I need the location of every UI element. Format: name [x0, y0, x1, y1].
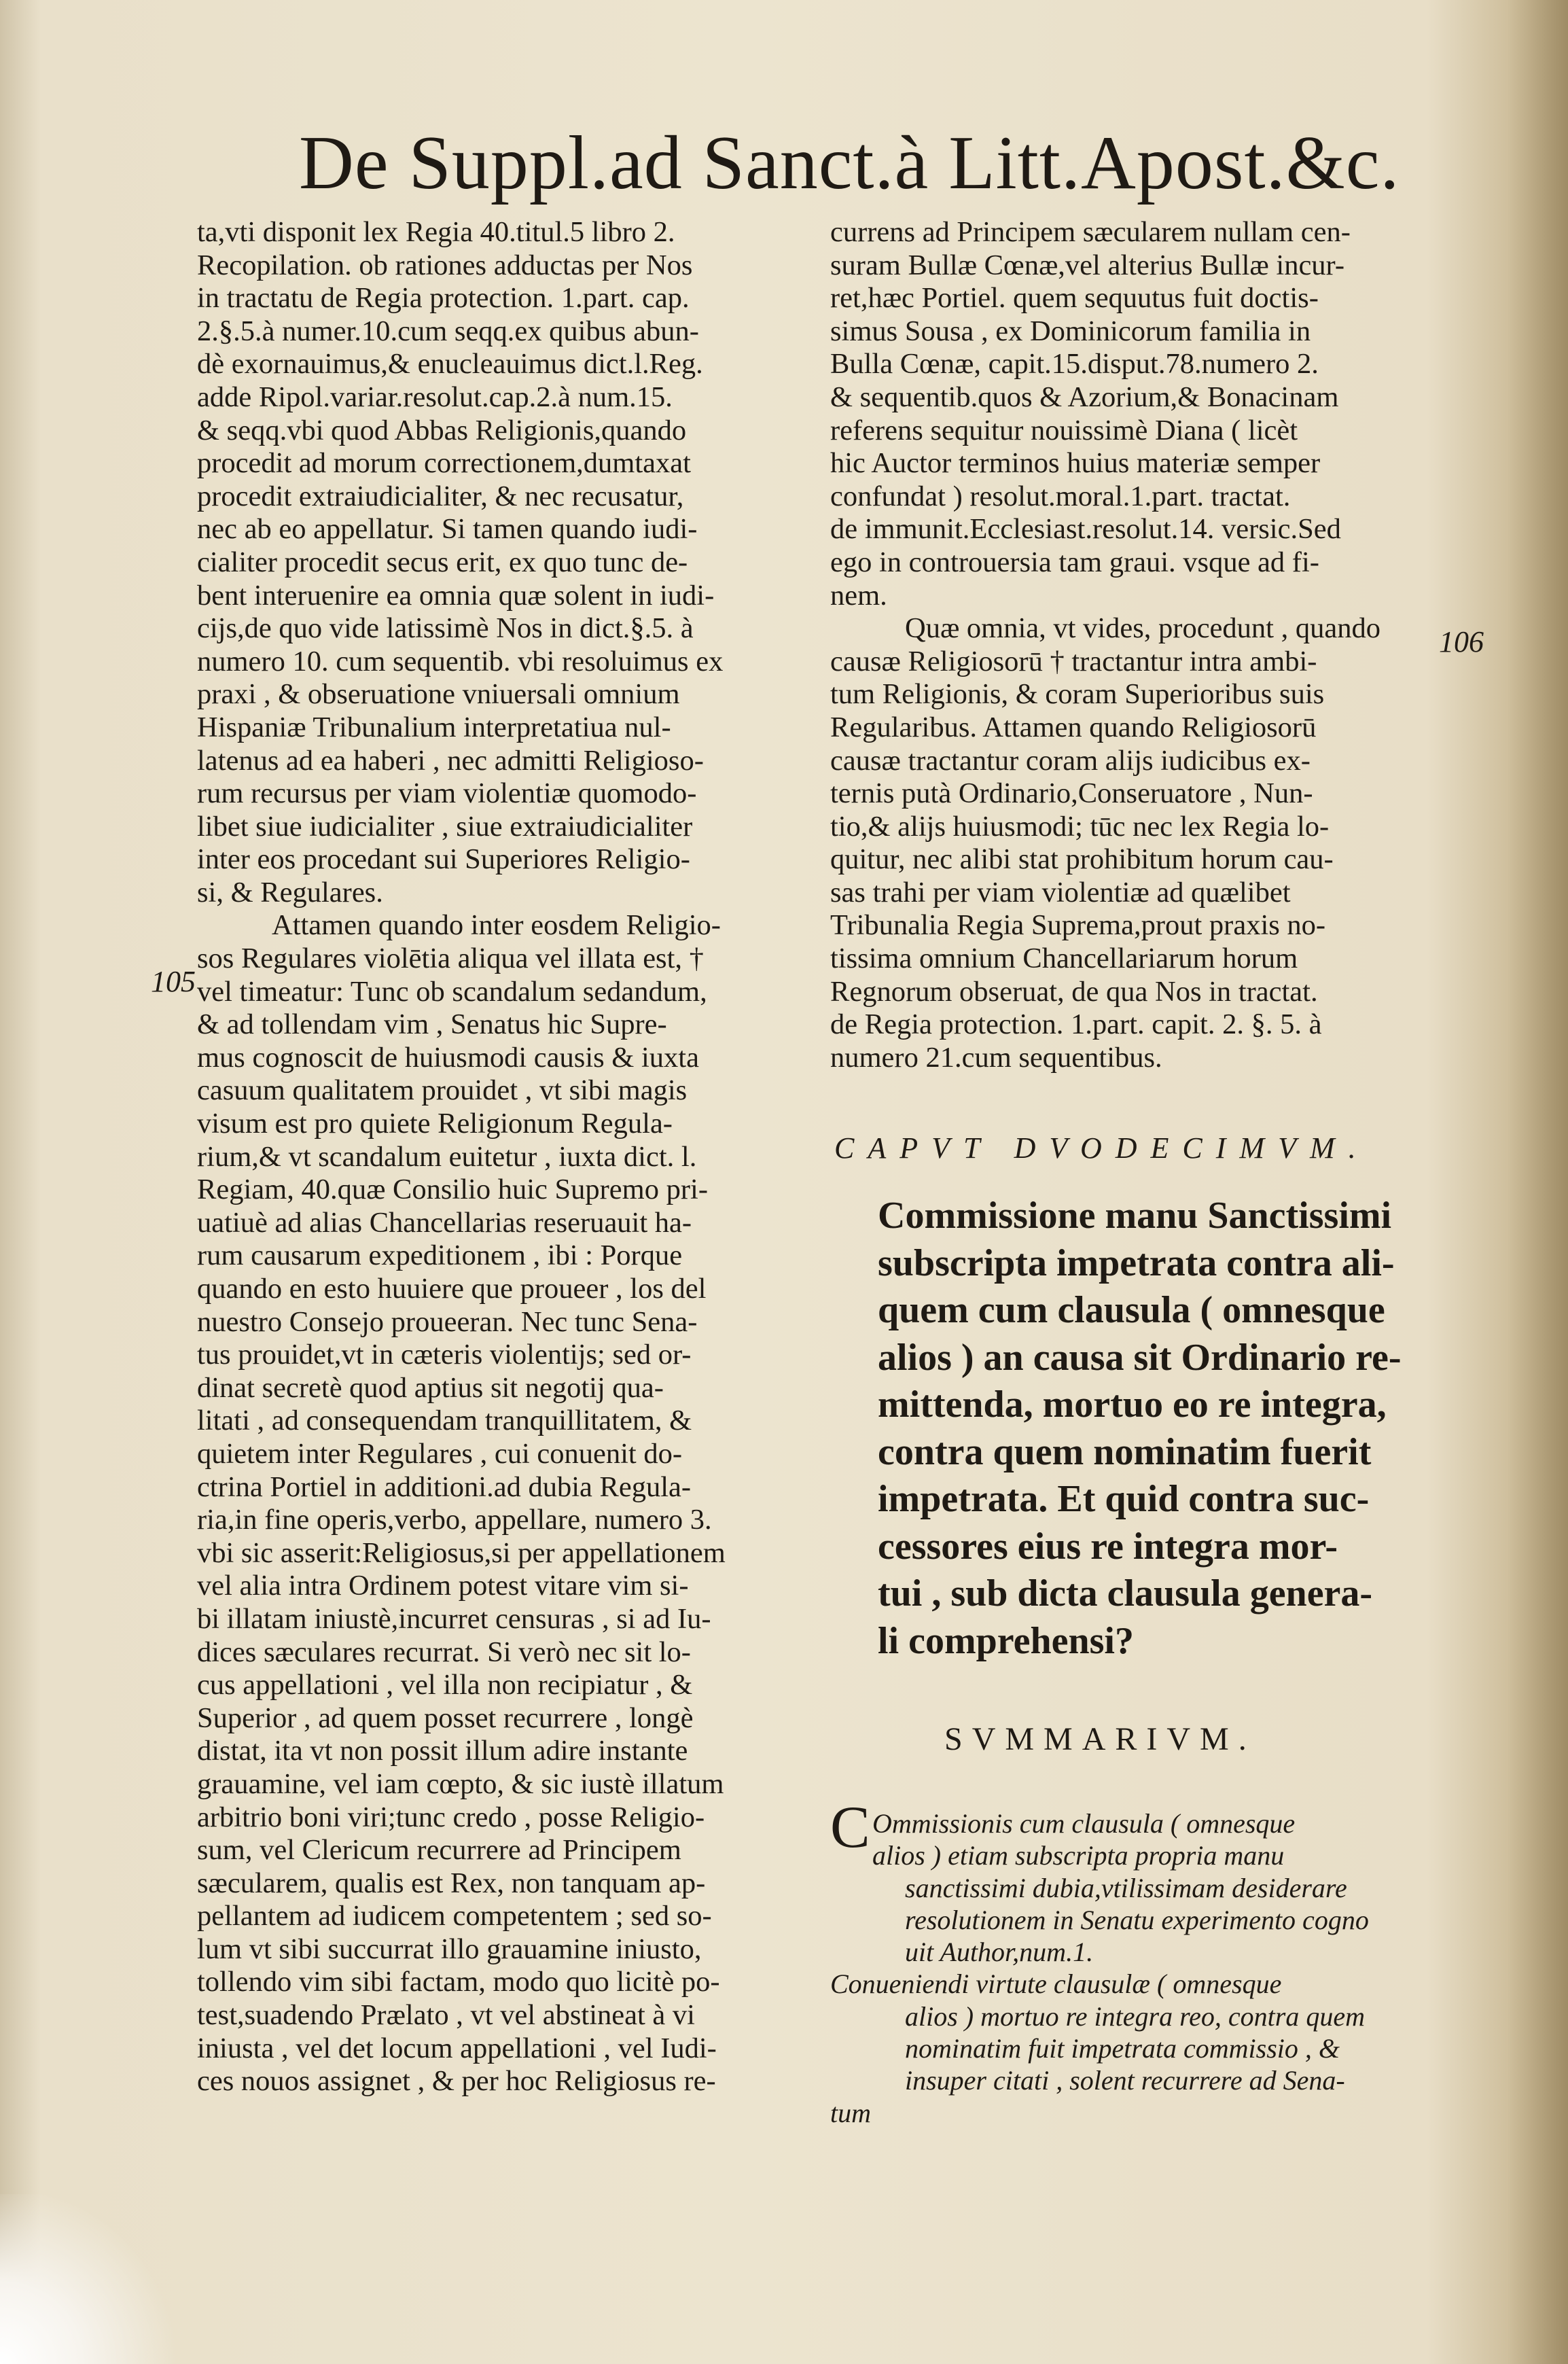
- text-line: contra quem nominatim fuerit: [878, 1430, 1372, 1473]
- text-line: & sequentib.quos & Azorium,& Bonacinam: [830, 381, 1339, 413]
- text-line: tus prouidet,vt in cæteris violentijs; sed or-: [197, 1339, 692, 1371]
- text-line: sum, vel Clericum recurrere ad Principem: [197, 1834, 681, 1867]
- text-line: ctrina Portiel in additioni.ad dubia Regula-: [197, 1470, 692, 1503]
- text-line: dinat secretè quod aptius sit negotij qua-: [197, 1371, 664, 1404]
- text-line: bent interuenire ea omnia quæ solent in iudi-: [197, 579, 715, 612]
- margin-number-105: 105: [151, 965, 196, 998]
- text-line: si, & Regulares.: [197, 876, 383, 908]
- text-line: rium,& vt scandalum euitetur , iuxta dict. l.: [197, 1140, 697, 1173]
- text-line: & ad tollendam vim , Senatus hic Supre-: [197, 1008, 667, 1041]
- text-line: cus appellationi , vel illa non recipiatur , &: [197, 1669, 693, 1701]
- left-column: [197, 216, 795, 2098]
- text-line: bi illatam iniustè,incurret censuras , si ad Iu-: [197, 1602, 711, 1635]
- text-line: mus cognoscit de huiusmodi causis & iuxta: [197, 1041, 699, 1074]
- text-line: vbi sic asserit:Religiosus,si per appellationem: [197, 1536, 726, 1569]
- text-line: sanctissimi dubia,vtilissimam desiderare: [905, 1872, 1347, 1903]
- text-line: hic Auctor terminos huius materiæ semper: [830, 447, 1321, 480]
- text-line: inter eos procedant sui Superiores Religio-: [197, 843, 690, 876]
- text-line: Ommissionis cum clausula ( omnesque: [872, 1808, 1296, 1839]
- text-line: insuper citati , solent recurrere ad Sena-: [905, 2065, 1345, 2096]
- text-line: nominatim fuit impetrata commissio , &: [905, 2033, 1340, 2064]
- text-line: de Regia protection. 1.part. capit. 2. §. 5. à: [830, 1008, 1322, 1041]
- text-line: sas trahi per viam violentiæ ad quælibet: [830, 876, 1291, 908]
- text-line: 2.§.5.à numer.10.cum seqq.ex quibus abun-: [197, 315, 699, 347]
- text-line: mittenda, mortuo eo re integra,: [878, 1383, 1387, 1426]
- text-line: iniusta , vel det locum appellationi , vel Iudi-: [197, 2032, 717, 2064]
- summarium-dropcap: C: [830, 1795, 870, 1860]
- text-line: alios ) an causa sit Ordinario re-: [878, 1336, 1402, 1379]
- text-line: latenus ad ea haberi , nec admitti Religioso-: [197, 744, 704, 777]
- text-line: dices sæculares recurrat. Si verò nec sit lo-: [197, 1636, 691, 1668]
- text-line: quitur, nec alibi stat prohibitum horum cau-: [830, 843, 1334, 876]
- text-line: alios ) mortuo re integra reo, contra quem: [905, 2000, 1365, 2032]
- text-line: numero 21.cum sequentibus.: [830, 1041, 1162, 1074]
- text-line: tum Religionis, & coram Superioribus suis: [830, 678, 1325, 711]
- margin-number-106: 106: [1439, 625, 1484, 658]
- text-line: cialiter procedit secus erit, ex quo tunc de-: [197, 546, 688, 578]
- text-line: currens ad Principem sæcularem nullam cen-: [830, 216, 1351, 248]
- text-line: nem.: [830, 579, 887, 612]
- text-line: Regiam, 40.quæ Consilio huic Supremo pri-: [197, 1174, 708, 1206]
- text-line: distat, ita vt non possit illum adire instante: [197, 1735, 688, 1767]
- text-line: causæ Religiosorū † tractantur intra ambi-: [830, 645, 1317, 677]
- text-line: cijs,de quo vide latissimè Nos in dict.§.5. à: [197, 612, 694, 645]
- summarium-text: [830, 1807, 1428, 2129]
- text-line: Hispaniæ Tribunalium interpretatiua nul-: [197, 711, 671, 743]
- text-line: nec ab eo appellatur. Si tamen quando iudi-: [197, 513, 698, 546]
- text-line: Regularibus. Attamen quando Religiosorū: [830, 711, 1317, 743]
- text-line: in tractatu de Regia protection. 1.part. cap.: [197, 282, 690, 315]
- text-line: de immunit.Ecclesiast.resolut.14. versic.Sed: [830, 513, 1341, 546]
- text-line: rum recursus per viam violentiæ quomodo-: [197, 777, 697, 810]
- text-line: sos Regulares violētia aliqua vel illata est, †: [197, 942, 704, 975]
- text-line: numero 10. cum sequentib. vbi resoluimus ex: [197, 645, 724, 677]
- text-line: tum: [830, 2097, 871, 2128]
- running-head: De Suppl.ad Sanct.à Litt.Apost.&c.: [299, 121, 1400, 205]
- text-line: impetrata. Et quid contra suc-: [878, 1478, 1370, 1520]
- text-line: subscripta impetrata contra ali-: [878, 1241, 1395, 1284]
- text-line: dè exornauimus,& enucleauimus dict.l.Reg.: [197, 348, 703, 381]
- text-line: Commissione manu Sanctissimi: [878, 1195, 1392, 1237]
- text-line: Recopilation. ob rationes adductas per Nos: [197, 249, 693, 281]
- text-line: li comprehensi?: [878, 1619, 1134, 1662]
- page-corner-stain: [0, 2194, 204, 2364]
- text-line: confundat ) resolut.moral.1.part. tractat.: [830, 480, 1291, 512]
- text-line: Tribunalia Regia Suprema,prout praxis no-: [830, 909, 1326, 942]
- summarium-heading: SVMMARIVM.: [944, 1721, 1256, 1757]
- caput-summary: [878, 1193, 1442, 1665]
- text-line: alios ) etiam subscripta propria manu: [872, 1840, 1285, 1871]
- caput-heading: CAPVT DVODECIMVM.: [834, 1131, 1370, 1165]
- text-line: praxi , & obseruatione vniuersali omnium: [197, 678, 680, 711]
- text-line: quando en esto huuiere que proueer , los del: [197, 1273, 707, 1305]
- text-line: tio,& alijs huiusmodi; tūc nec lex Regia lo-: [830, 810, 1330, 843]
- text-line: vel timeatur: Tunc ob scandalum sedandum,: [197, 975, 707, 1008]
- text-line: Regnorum obseruat, de qua Nos in tractat.: [830, 975, 1318, 1008]
- text-line: cessores eius re integra mor-: [878, 1525, 1338, 1568]
- text-line: quietem inter Regulares , cui conuenit do-: [197, 1437, 683, 1470]
- text-line: Quæ omnia, vt vides, procedunt , quando: [905, 612, 1380, 645]
- text-line: ret,hæc Portiel. quem sequutus fuit doctis-: [830, 282, 1319, 315]
- text-line: procedit ad morum correctionem,dumtaxat: [197, 447, 691, 480]
- text-line: quem cum clausula ( omnesque: [878, 1289, 1385, 1331]
- text-line: lum vt sibi succurrat illo grauamine iniusto,: [197, 1933, 702, 1965]
- text-line: ternis putà Ordinario,Conseruatore , Nun-: [830, 777, 1313, 810]
- text-line: test,suadendo Prælato , vt vel abstineat à vi: [197, 1999, 695, 2032]
- text-line: Conueniendi virtute clausulæ ( omnesque: [830, 1969, 1282, 2000]
- text-line: litati , ad consequendam tranquillitatem, &: [197, 1405, 692, 1437]
- text-line: procedit extraiudicialiter, & nec recusatur,: [197, 480, 684, 512]
- text-line: vel alia intra Ordinem potest vitare vim si-: [197, 1570, 689, 1602]
- text-line: grauamine, vel iam cœpto, & sic iustè illatum: [197, 1767, 724, 1800]
- text-line: ego in controuersia tam graui. vsque ad fi-: [830, 546, 1319, 578]
- text-line: adde Ripol.variar.resolut.cap.2.à num.15.: [197, 381, 673, 413]
- text-line: nuestro Consejo proueeran. Nec tunc Sena-: [197, 1305, 698, 1338]
- text-line: visum est pro quiete Religionum Regula-: [197, 1108, 673, 1140]
- text-line: resolutionem in Senatu experimento cogno: [905, 1904, 1369, 1935]
- text-line: tissima omnium Chancellariarum horum: [830, 942, 1298, 975]
- text-line: sæcularem, qualis est Rex, non tanquam ap-: [197, 1867, 706, 1899]
- text-line: arbitrio boni viri;tunc credo , posse Religio-: [197, 1801, 705, 1833]
- text-line: pellantem ad iudicem competentem ; sed so-: [197, 1900, 712, 1933]
- text-line: referens sequitur nouissimè Diana ( licèt: [830, 414, 1298, 446]
- text-line: rum causarum expeditionem , ibi : Porque: [197, 1239, 683, 1272]
- text-line: libet siue iudicialiter , siue extraiudicialiter: [197, 810, 693, 843]
- text-line: ta,vti disponit lex Regia 40.titul.5 libro 2.: [197, 216, 675, 248]
- text-line: ria,in fine operis,verbo, appellare, numero 3.: [197, 1504, 712, 1536]
- text-line: & seqq.vbi quod Abbas Religionis,quando: [197, 414, 687, 446]
- text-line: tui , sub dicta clausula genera-: [878, 1572, 1373, 1615]
- text-line: uatiuè ad alias Chancellarias reseruauit ha-: [197, 1206, 692, 1239]
- text-line: simus Sousa , ex Dominicorum familia in: [830, 315, 1311, 347]
- text-line: suram Bullæ Cœnæ,vel alterius Bullæ incur-: [830, 249, 1345, 281]
- right-column: [830, 216, 1432, 1074]
- text-line: ces nouos assignet , & per hoc Religiosus re-: [197, 2065, 716, 2098]
- text-line: Attamen quando inter eosdem Religio-: [272, 909, 721, 942]
- text-line: uit Author,num.1.: [905, 1937, 1094, 1968]
- text-line: causæ tractantur coram alijs iudicibus ex-: [830, 744, 1311, 777]
- text-line: Bulla Cœnæ, capit.15.disput.78.numero 2.: [830, 348, 1319, 381]
- page-fold-shadow: [1507, 0, 1568, 2364]
- text-line: tollendo vim sibi factam, modo quo licitè po-: [197, 1966, 720, 1998]
- text-line: casuum qualitatem prouidet , vt sibi magis: [197, 1074, 688, 1107]
- text-line: Superior , ad quem posset recurrere , longè: [197, 1701, 694, 1734]
